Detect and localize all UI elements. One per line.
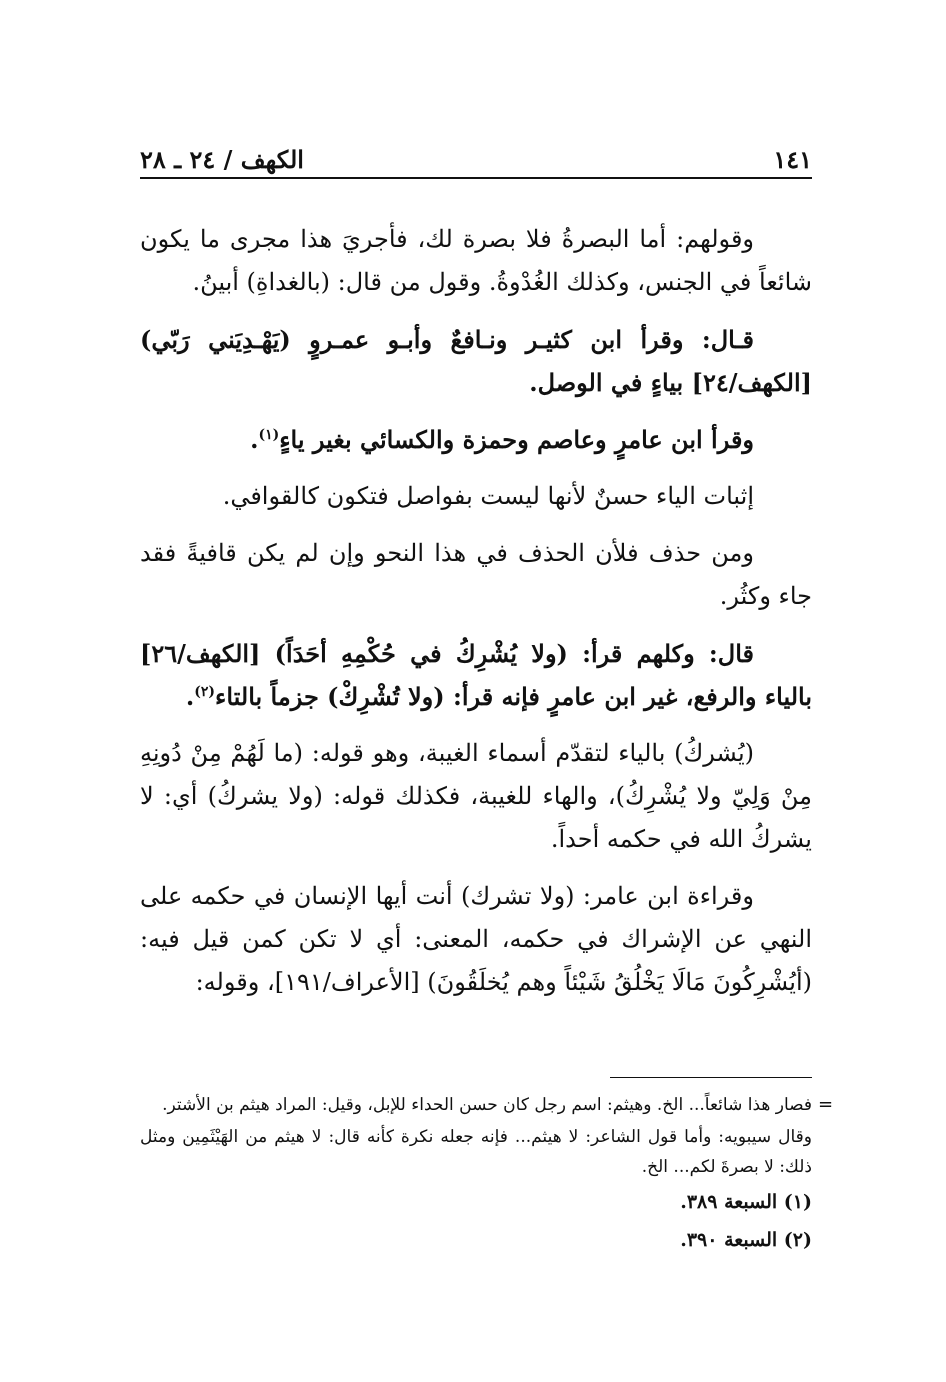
header-rule	[140, 177, 812, 179]
paragraph: (يُشركُ) بالياء لتقدّم أسماء الغيبة، وهو قوله: (ما لَهُمْ مِنْ دُونِهِ مِنْ وَلِيّ ولا يُشْرِكُ)، والهاء للغيبة، فكذلك قوله: (ولا يشركُ) أي: لا يشركُ الله في حكمه أحداً.	[140, 739, 812, 853]
footnote-rule	[610, 1077, 812, 1078]
paragraph: إثبات الياء حسنٌ لأنها ليست بفواصل فتكون كالقوافي.	[222, 482, 754, 510]
page-number: ١٤١	[773, 145, 812, 174]
paragraph: ومن حذف فلأن الحذف في هذا النحو وإن لم يكن قافيةً فقد جاء وكثُر.	[140, 539, 812, 610]
paragraph	[140, 632, 812, 718]
paragraph: وقراءة ابن عامر: (ولا تشرك) أنت أيها الإنسان في حكمه على النهي عن الإشراك في حكمه، المعنى: أي لا تكن كمن قيل فيه: (أيُشْرِكُونَ مَالَا يَخْلُقُ شَيْئاً وهم يُخلَقُونَ) [الأعراف/١٩١]، وقوله:	[140, 882, 812, 996]
footnote: فصار هذا شائعاً... الخ. وهيثم: اسم رجل كان حسن الحداء للإبل، وقيل: المراد هيثم بن الأشتر.	[162, 1095, 812, 1115]
footnote: (٢) السبعة ٣٩٠.	[680, 1229, 812, 1251]
footnote: وقال سيبويه: وأما قول الشاعر: لا هيثم... فإنه جعله نكرة كأنه قال: لا هيثم من الهَيْثَمِين ومثل ذلك: لا بصرةَ لكم... الخ.	[140, 1127, 812, 1177]
paragraph-text: قال: وكلهم قرأ: (ولا يُشْرِكُ في حُكْمِهِ أحَدَاً) [الكهف/٢٦] بالياء والرفع، غير ابن عامرٍ فإنه قرأ: (ولا تُشْرِكْ) جزماً بالتاء	[140, 639, 812, 711]
paragraph-punct: .	[185, 682, 195, 711]
paragraph: قـال: وقرأ ابن كثيـر ونـافعٌ وأبـو عمـروٍ (يَهْـدِيَني رَبّي) [الكهف/٢٤] بياءٍ في الوصل.	[140, 325, 812, 397]
continuation-mark: =	[818, 1094, 834, 1115]
paragraph-text: وقرأ ابن عامرٍ وعاصم وحمزة والكسائي بغير ياءٍ	[279, 425, 754, 454]
page-header	[140, 130, 812, 174]
main-text	[140, 218, 812, 1018]
paragraph-punct: .	[250, 425, 259, 454]
paragraph	[140, 418, 812, 461]
running-title: الكهف / ٢٤ ـ ٢٨	[140, 145, 304, 174]
footnote: (١) السبعة ٣٨٩.	[680, 1191, 812, 1213]
paragraph: وقولهم: أما البصرةُ فلا بصرة لك، فأجريَ هذا مجرى ما يكون شائعاً في الجنس، وكذلك الغُدْوةُ. وقول من قال: (بالغداةِ) أبينُ.	[140, 225, 812, 296]
footnote-ref: (٢)	[194, 684, 216, 700]
footnotes	[140, 1090, 812, 1260]
footnote-ref: (١)	[258, 427, 280, 443]
